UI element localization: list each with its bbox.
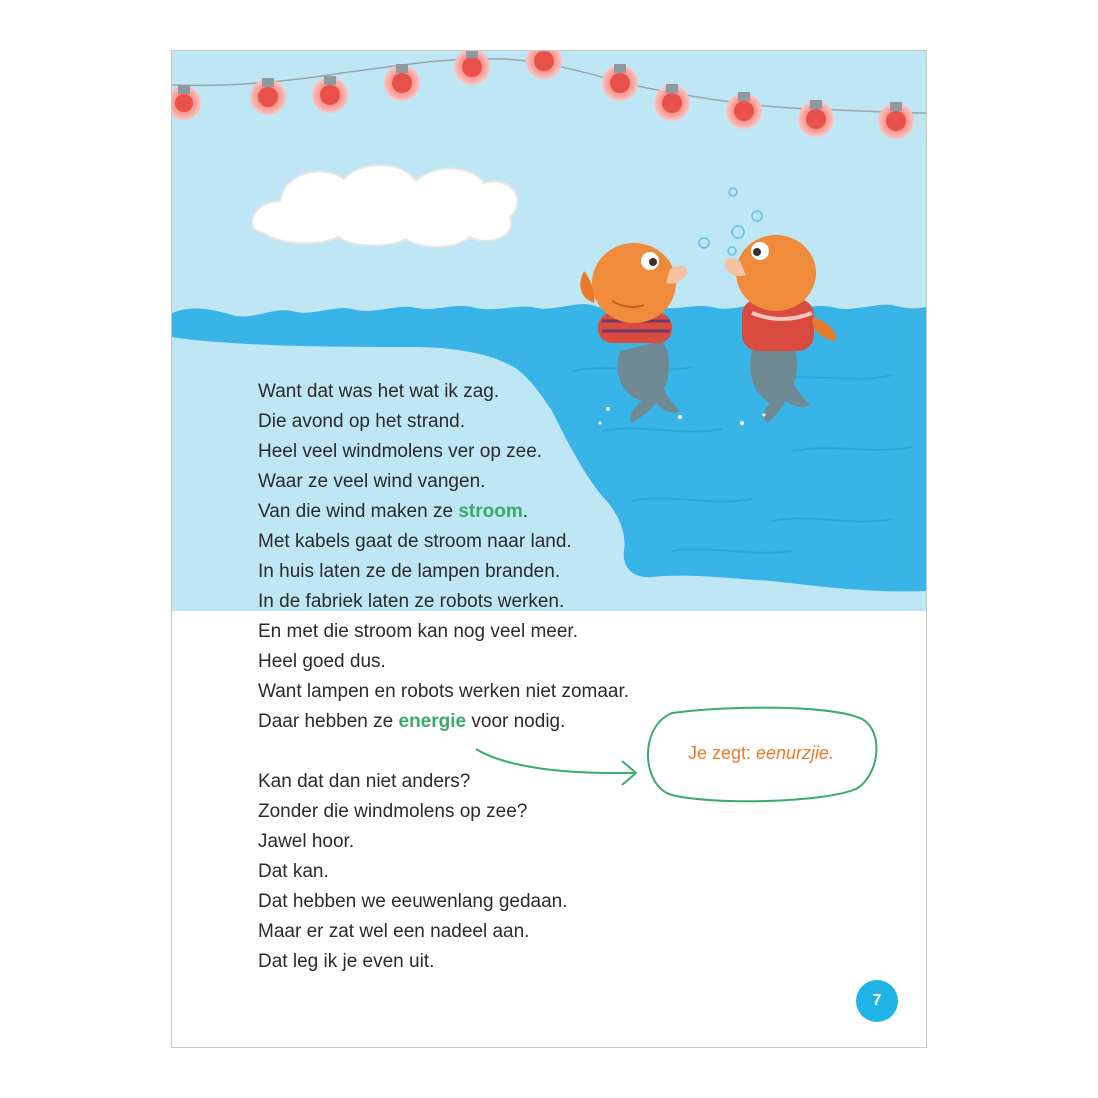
story-line: In de fabriek laten ze robots werken. bbox=[258, 591, 565, 612]
page-number-badge: 7 bbox=[856, 980, 898, 1022]
story-text-segment: . bbox=[522, 501, 529, 522]
story-text bbox=[258, 377, 629, 977]
keyword-energie: energie bbox=[398, 711, 467, 732]
story-line: Dat hebben we eeuwenlang gedaan. bbox=[258, 891, 568, 912]
tip-word: eenurzjie. bbox=[756, 742, 835, 763]
story-line bbox=[258, 497, 629, 527]
story-line: Waar ze veel wind vangen. bbox=[258, 471, 486, 492]
story-line: Met kabels gaat de stroom naar land. bbox=[258, 531, 572, 552]
story-line bbox=[258, 707, 629, 737]
story-line: Want lampen en robots werken niet zomaar. bbox=[258, 681, 630, 702]
keyword-stroom: stroom bbox=[458, 501, 523, 522]
story-text-segment: Van die wind maken ze bbox=[258, 501, 459, 522]
story-line: En met die stroom kan nog veel meer. bbox=[258, 621, 578, 642]
story-line: In huis laten ze de lampen branden. bbox=[258, 561, 561, 582]
story-line: Want dat was het wat ik zag. bbox=[258, 381, 500, 402]
story-line: Zonder die windmolens op zee? bbox=[258, 801, 528, 822]
book-page bbox=[171, 50, 927, 1048]
pronunciation-tip bbox=[646, 710, 876, 796]
paragraph-gap bbox=[258, 737, 629, 767]
tip-prefix: Je zegt: bbox=[687, 742, 751, 763]
story-line: Dat kan. bbox=[258, 861, 329, 882]
story-text-segment: voor nodig. bbox=[466, 711, 566, 732]
story-line: Jawel hoor. bbox=[258, 831, 355, 852]
story-line: Die avond op het strand. bbox=[258, 411, 466, 432]
story-line: Heel goed dus. bbox=[258, 651, 386, 672]
story-line: Maar er zat wel een nadeel aan. bbox=[258, 921, 530, 942]
story-line: Dat leg ik je even uit. bbox=[258, 951, 435, 972]
story-line: Kan dat dan niet anders? bbox=[258, 771, 471, 792]
story-text-segment: Daar hebben ze bbox=[258, 711, 399, 732]
story-line: Heel veel windmolens ver op zee. bbox=[258, 441, 543, 462]
